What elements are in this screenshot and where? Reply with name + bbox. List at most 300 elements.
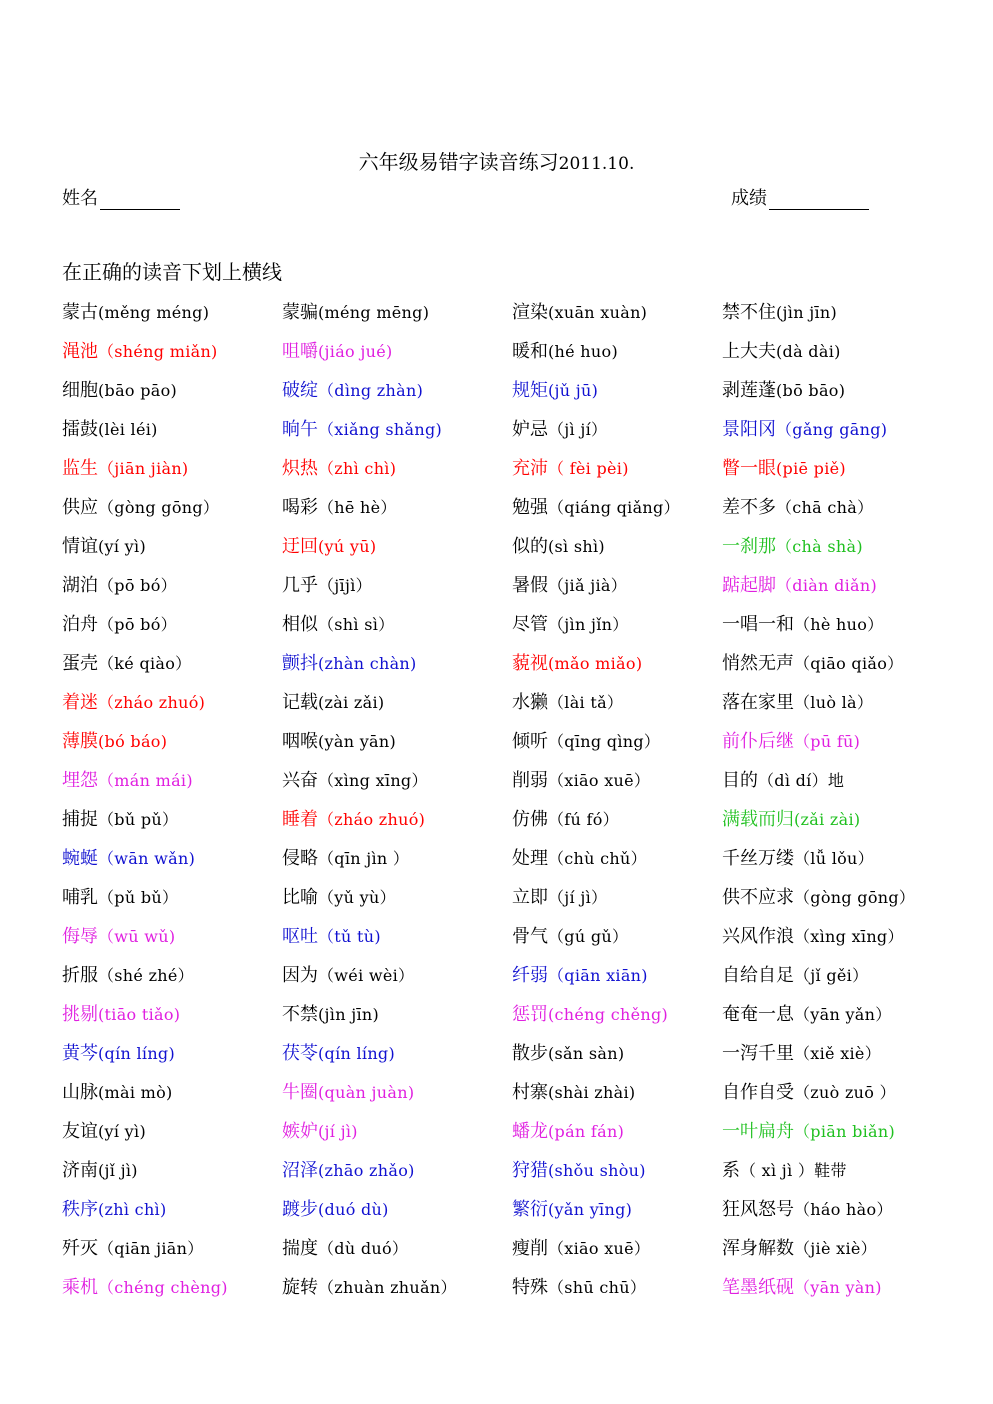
word-row [0, 1198, 993, 1237]
word-entry [722, 691, 873, 715]
entry-word: 供不应求 [722, 887, 794, 908]
entry-pinyin-options[interactable]: （tǔ tù) [318, 927, 381, 946]
entry-word: 着迷 [62, 692, 98, 713]
entry-pinyin-options[interactable]: （wān wǎn) [98, 849, 196, 868]
entry-word: 景阳冈 [722, 419, 776, 440]
entry-pinyin-options[interactable]: (mài mò) [98, 1083, 173, 1102]
entry-pinyin-options[interactable]: （qīn jìn ） [318, 849, 410, 868]
word-entry [282, 379, 423, 403]
entry-pinyin-options[interactable]: (bó báo) [98, 732, 168, 751]
word-entry [722, 613, 884, 637]
word-row [0, 496, 993, 535]
word-entry [62, 730, 167, 754]
entry-pinyin-options[interactable]: （dìng zhàn) [318, 381, 424, 400]
entry-word: 繁衍 [512, 1199, 548, 1220]
entry-word: 迂回 [282, 536, 318, 557]
name-label: 姓名 [62, 188, 98, 209]
word-entry [512, 418, 607, 442]
word-entry [62, 418, 158, 442]
word-entry [722, 301, 837, 325]
entry-pinyin-options[interactable]: （pǔ bǔ） [98, 888, 179, 907]
entry-word: 蒙古 [62, 302, 98, 323]
entry-pinyin-options[interactable]: (jìn jīn) [318, 1005, 380, 1024]
entry-pinyin-options[interactable]: (měng méng) [98, 303, 210, 322]
score-blank[interactable] [769, 189, 869, 210]
entry-word: 擂鼓 [62, 419, 98, 440]
entry-pinyin-options[interactable]: （chéng chèng) [98, 1278, 228, 1297]
word-entry [512, 886, 607, 910]
word-entry [282, 1237, 408, 1261]
word-entry [512, 1042, 624, 1066]
entry-word: 炽热 [282, 458, 318, 479]
word-entry [512, 1237, 650, 1261]
word-entry [512, 730, 660, 754]
entry-pinyin-options[interactable]: (duó dù) [318, 1200, 389, 1219]
entry-word: 埋怨 [62, 770, 98, 791]
entry-word: 牛圈 [282, 1082, 318, 1103]
entry-pinyin-options[interactable]: （yān yàn) [794, 1278, 882, 1297]
entry-pinyin-options[interactable]: （lài tǎ） [548, 693, 624, 712]
entry-word: 前仆后继 [722, 731, 794, 752]
word-entry [282, 496, 397, 520]
entry-pinyin-options[interactable]: (shài zhài) [548, 1083, 636, 1102]
entry-word: 喝彩 [282, 497, 318, 518]
entry-word: 兴风作浪 [722, 926, 794, 947]
entry-word: 特殊 [512, 1277, 548, 1298]
entry-pinyin-options[interactable]: （wéi wèi） [318, 966, 415, 985]
word-entry [722, 1042, 881, 1066]
entry-pinyin-options[interactable]: （xiāo xuē） [548, 771, 651, 790]
word-row [0, 379, 993, 418]
entry-pinyin-options[interactable]: （jiān jiàn) [98, 459, 189, 478]
entry-word: 哺乳 [62, 887, 98, 908]
word-row [0, 847, 993, 886]
entry-pinyin-options[interactable]: （gòng gōng） [98, 498, 220, 517]
word-entry [62, 691, 205, 715]
entry-word: 系 [722, 1160, 740, 1181]
entry-pinyin-options[interactable]: (sì shì) [548, 537, 605, 556]
entry-word: 嫉妒 [282, 1121, 318, 1142]
entry-pinyin-options[interactable]: （gǎng gāng) [776, 420, 888, 439]
entry-word: 咀嚼 [282, 341, 318, 362]
word-entry [62, 925, 175, 949]
word-row [0, 730, 993, 769]
entry-pinyin-options[interactable]: （jījì） [318, 576, 372, 595]
word-entry [62, 769, 193, 793]
entry-word: 倾听 [512, 731, 548, 752]
word-entry [722, 1120, 895, 1144]
score-label: 成绩 [731, 188, 767, 209]
word-entry [282, 418, 442, 442]
entry-pinyin-options[interactable]: （pō bó） [98, 576, 177, 595]
entry-word: 自作自受 [722, 1082, 794, 1103]
word-entry [722, 535, 863, 559]
entry-pinyin-options[interactable]: （hè huo） [794, 615, 884, 634]
entry-word: 咽喉 [282, 731, 318, 752]
word-entry [722, 1276, 882, 1300]
word-entry [722, 886, 915, 910]
word-entry [722, 769, 844, 793]
entry-word: 奄奄一息 [722, 1004, 794, 1025]
word-entry [722, 340, 841, 364]
entry-word: 蒙骗 [282, 302, 318, 323]
entry-pinyin-options[interactable]: （ fèi pèi) [548, 459, 629, 478]
entry-pinyin-options[interactable]: (tiāo tiǎo) [98, 1005, 181, 1024]
entry-pinyin-options[interactable]: （jì jí） [548, 420, 608, 439]
entry-word: 呕吐 [282, 926, 318, 947]
entry-word: 蛋壳 [62, 653, 98, 674]
entry-pinyin-options[interactable]: （chā chà） [776, 498, 874, 517]
entry-pinyin-options[interactable]: (bāo pāo) [98, 381, 178, 400]
word-entry [282, 1276, 457, 1300]
entry-pinyin-options[interactable]: (quàn juàn) [318, 1083, 415, 1102]
entry-word: 揣度 [282, 1238, 318, 1259]
word-entry [282, 691, 384, 715]
word-row [0, 340, 993, 379]
entry-word: 几乎 [282, 575, 318, 596]
entry-pinyin-options[interactable]: (shǒu shòu) [548, 1161, 646, 1180]
entry-pinyin-options[interactable]: （ xì jì ）鞋带 [740, 1161, 847, 1180]
entry-pinyin-options[interactable]: （dù duó） [318, 1239, 409, 1258]
word-entry [282, 535, 376, 559]
entry-pinyin-options[interactable]: (pán fán) [548, 1122, 625, 1141]
entry-word: 充沛 [512, 458, 548, 479]
word-entry [722, 730, 860, 754]
word-entry [62, 1081, 173, 1105]
entry-pinyin-options[interactable]: （bǔ pǔ） [98, 810, 179, 829]
entry-word: 一叶扁舟 [722, 1121, 794, 1142]
entry-pinyin-options[interactable]: (zài zǎi) [318, 693, 385, 712]
entry-word: 狂风怒号 [722, 1199, 794, 1220]
entry-word: 一泻千里 [722, 1043, 794, 1064]
word-entry [282, 925, 381, 949]
word-entry [512, 769, 650, 793]
word-entry [722, 457, 846, 481]
entry-pinyin-options[interactable]: (xuān xuàn) [548, 303, 648, 322]
entry-pinyin-options[interactable]: (hé huo) [548, 342, 618, 361]
word-row [0, 769, 993, 808]
word-entry [282, 301, 429, 325]
word-entry [62, 457, 188, 481]
entry-pinyin-options[interactable]: （qīng qìng） [548, 732, 661, 751]
word-entry [282, 808, 425, 832]
entry-word: 藐视 [512, 653, 548, 674]
entry-word: 自给自足 [722, 965, 794, 986]
entry-word: 晌午 [282, 419, 318, 440]
word-entry [512, 1198, 632, 1222]
entry-word: 村寨 [512, 1082, 548, 1103]
entry-pinyin-options[interactable]: （piān biǎn) [794, 1122, 896, 1141]
entry-pinyin-options[interactable]: （yān yǎn） [794, 1005, 892, 1024]
word-entry [512, 379, 598, 403]
entry-pinyin-options[interactable]: （yǔ yù） [318, 888, 396, 907]
entry-word: 旋转 [282, 1277, 318, 1298]
entry-word: 悄然无声 [722, 653, 794, 674]
word-entry [722, 1003, 892, 1027]
word-entry [512, 457, 629, 481]
entry-pinyin-options[interactable]: (zhàn chàn) [318, 654, 417, 673]
entry-word: 茯苓 [282, 1043, 318, 1064]
entry-word: 薄膜 [62, 731, 98, 752]
word-entry [282, 574, 372, 598]
entry-pinyin-options[interactable]: (bō bāo) [776, 381, 846, 400]
word-entry [282, 1042, 395, 1066]
entry-word: 乘机 [62, 1277, 98, 1298]
word-entry [282, 613, 394, 637]
word-entry [62, 1120, 146, 1144]
entry-pinyin-options[interactable]: （jí jì） [548, 888, 608, 907]
entry-word: 友谊 [62, 1121, 98, 1142]
entry-word: 禁不住 [722, 302, 776, 323]
entry-pinyin-options[interactable]: (yí yì) [98, 537, 146, 556]
word-entry [282, 847, 409, 871]
title-date: 2011.10. [558, 154, 635, 174]
entry-pinyin-options[interactable]: (zǎi zài) [794, 810, 861, 829]
entry-word: 供应 [62, 497, 98, 518]
word-entry [62, 340, 218, 364]
name-blank[interactable] [100, 189, 180, 210]
entry-pinyin-options[interactable]: (sǎn sàn) [548, 1044, 625, 1063]
entry-word: 踱步 [282, 1199, 318, 1220]
entry-pinyin-options[interactable]: （qiáng qiǎng） [548, 498, 680, 517]
word-entry [512, 340, 618, 364]
word-row [0, 1159, 993, 1198]
entry-word: 不禁 [282, 1004, 318, 1025]
word-entry [722, 574, 877, 598]
entry-word: 济南 [62, 1160, 98, 1181]
entry-pinyin-options[interactable]: (mǎo miǎo) [548, 654, 643, 673]
word-row [0, 886, 993, 925]
entry-word: 比喻 [282, 887, 318, 908]
entry-word: 上大夫 [722, 341, 776, 362]
entry-pinyin-options[interactable]: （shé zhé） [98, 966, 194, 985]
entry-pinyin-options[interactable]: （chà shà) [776, 537, 863, 556]
entry-word: 秩序 [62, 1199, 98, 1220]
word-row [0, 535, 993, 574]
word-entry [282, 730, 396, 754]
entry-pinyin-options[interactable]: （xiě xiè） [794, 1044, 882, 1063]
word-entry [512, 535, 605, 559]
word-entry [512, 847, 647, 871]
entry-word: 瞥一眼 [722, 458, 776, 479]
entry-pinyin-options[interactable]: (dà dài) [776, 342, 841, 361]
entry-pinyin-options[interactable]: (chéng chěng) [548, 1005, 669, 1024]
word-entry [722, 808, 860, 832]
entry-word: 破绽 [282, 380, 318, 401]
entry-pinyin-options[interactable]: (jǐ jì) [98, 1161, 138, 1180]
entry-pinyin-options[interactable]: （qiāo qiǎo） [794, 654, 904, 673]
word-entry [722, 652, 903, 676]
entry-pinyin-options[interactable]: （háo hào） [794, 1200, 893, 1219]
word-entry [282, 652, 417, 676]
entry-pinyin-options[interactable]: (lèi léi) [98, 420, 158, 439]
word-entry [512, 574, 627, 598]
entry-pinyin-options[interactable]: (jìn jīn) [776, 303, 838, 322]
entry-pinyin-options[interactable]: （qiān xiān) [548, 966, 648, 985]
entry-word: 监生 [62, 458, 98, 479]
entry-pinyin-options[interactable]: (jǔ jū) [548, 381, 599, 400]
entry-pinyin-options[interactable]: （hē hè） [318, 498, 397, 517]
word-row [0, 418, 993, 457]
entry-pinyin-options[interactable]: （shéng miǎn) [98, 342, 218, 361]
entry-pinyin-options[interactable]: （jǐ gěi） [794, 966, 869, 985]
entry-word: 蟠龙 [512, 1121, 548, 1142]
entry-pinyin-options[interactable]: (zhì chì) [98, 1200, 167, 1219]
entry-word: 泊舟 [62, 614, 98, 635]
entry-word: 因为 [282, 965, 318, 986]
entry-word: 歼灭 [62, 1238, 98, 1259]
entry-word: 仿佛 [512, 809, 548, 830]
entry-pinyin-options[interactable]: （zháo zhuó) [318, 810, 426, 829]
entry-pinyin-options[interactable]: (méng mēng) [318, 303, 430, 322]
entry-pinyin-options[interactable]: （diàn diǎn) [776, 576, 878, 595]
word-entry [722, 379, 845, 403]
entry-pinyin-options[interactable]: （jìn jǐn） [548, 615, 629, 634]
word-entry [62, 964, 194, 988]
entry-word: 处理 [512, 848, 548, 869]
word-entry [282, 1159, 415, 1183]
entry-word: 渑池 [62, 341, 98, 362]
word-entry [62, 886, 178, 910]
entry-word: 勉强 [512, 497, 548, 518]
entry-pinyin-options[interactable]: （chù chǔ） [548, 849, 647, 868]
word-entry [62, 1042, 175, 1066]
entry-pinyin-options[interactable]: (piē piě) [776, 459, 846, 478]
entry-word: 侮辱 [62, 926, 98, 947]
word-entry [722, 847, 874, 871]
title-text: 六年级易错字读音练习 [358, 150, 559, 174]
entry-pinyin-options[interactable]: （gòng gōng） [794, 888, 916, 907]
entry-pinyin-options[interactable]: （wū wǔ) [98, 927, 176, 946]
entry-pinyin-options[interactable]: （luò là） [794, 693, 874, 712]
word-row [0, 1237, 993, 1276]
entry-word: 一刹那 [722, 536, 776, 557]
entry-pinyin-options[interactable]: （jiǎ jià） [548, 576, 628, 595]
entry-pinyin-options[interactable]: （shū chū） [548, 1278, 647, 1297]
entry-word: 颤抖 [282, 653, 318, 674]
entry-word: 千丝万缕 [722, 848, 794, 869]
word-entry [512, 652, 642, 676]
word-row [0, 1120, 993, 1159]
entry-word: 骨气 [512, 926, 548, 947]
entry-word: 折服 [62, 965, 98, 986]
entry-pinyin-options[interactable]: （shì sì） [318, 615, 395, 634]
word-entry [62, 1237, 204, 1261]
entry-word: 兴奋 [282, 770, 318, 791]
entry-word: 记载 [282, 692, 318, 713]
entry-pinyin-options[interactable]: （zuò zuō ） [794, 1083, 896, 1102]
entry-pinyin-options[interactable]: （xìng xīng） [318, 771, 428, 790]
entry-pinyin-options[interactable]: （zhuàn zhuǎn） [318, 1278, 457, 1297]
entry-pinyin-options[interactable]: （xiǎng shǎng) [318, 420, 443, 439]
entry-pinyin-options[interactable]: （pū fū) [794, 732, 861, 751]
entry-pinyin-options[interactable]: （lǚ lǒu） [794, 849, 874, 868]
word-entry [512, 964, 648, 988]
word-entry [62, 1276, 228, 1300]
entry-word: 惩罚 [512, 1004, 548, 1025]
entry-pinyin-options[interactable]: （qiān jiān） [98, 1239, 204, 1258]
entry-word: 细胞 [62, 380, 98, 401]
entry-word: 笔墨纸砚 [722, 1277, 794, 1298]
entry-pinyin-options[interactable]: （zhì chì) [318, 459, 397, 478]
word-row [0, 1276, 993, 1315]
entry-word: 情谊 [62, 536, 98, 557]
entry-pinyin-options[interactable]: （xìng xīng） [794, 927, 904, 946]
entry-word: 暖和 [512, 341, 548, 362]
word-entry [722, 418, 887, 442]
entry-word: 暑假 [512, 575, 548, 596]
word-entry [282, 964, 414, 988]
entry-pinyin-options[interactable]: （zháo zhuó) [98, 693, 206, 712]
word-entry [62, 1198, 167, 1222]
word-entry [62, 1159, 138, 1183]
entry-word: 散步 [512, 1043, 548, 1064]
word-entry [722, 1237, 877, 1261]
entry-pinyin-options[interactable]: (yí yì) [98, 1122, 146, 1141]
word-entry [722, 496, 873, 520]
word-entry [512, 1159, 646, 1183]
entry-pinyin-options[interactable]: （jiè xiè） [794, 1239, 877, 1258]
entry-word: 妒忌 [512, 419, 548, 440]
entry-pinyin-options[interactable]: （fú fó） [548, 810, 619, 829]
entry-pinyin-options[interactable]: （dì dí）地 [758, 771, 845, 790]
entry-pinyin-options[interactable]: (yàn yān) [318, 732, 397, 751]
word-entry [512, 1276, 646, 1300]
entry-pinyin-options[interactable]: (yú yū) [318, 537, 377, 556]
entry-word: 浑身解数 [722, 1238, 794, 1259]
entry-pinyin-options[interactable]: (qín líng) [98, 1044, 176, 1063]
entry-word: 削弱 [512, 770, 548, 791]
word-row [0, 691, 993, 730]
word-entry [282, 340, 393, 364]
entry-pinyin-options[interactable]: （xiāo xuē） [548, 1239, 651, 1258]
word-entry [512, 1081, 635, 1105]
word-entry [62, 847, 195, 871]
entry-pinyin-options[interactable]: (zhāo zhǎo) [318, 1161, 415, 1180]
entry-pinyin-options[interactable]: （mán mái) [98, 771, 193, 790]
entry-word: 差不多 [722, 497, 776, 518]
entry-word: 挑剔 [62, 1004, 98, 1025]
entry-word: 踮起脚 [722, 575, 776, 596]
entry-word: 相似 [282, 614, 318, 635]
word-entry [722, 1081, 896, 1105]
entry-word: 瘦削 [512, 1238, 548, 1259]
entry-pinyin-options[interactable]: (jí jì) [318, 1122, 358, 1141]
name-field [62, 184, 180, 210]
word-row [0, 574, 993, 613]
word-row [0, 1081, 993, 1120]
word-entry [512, 1003, 668, 1027]
entry-word: 黄芩 [62, 1043, 98, 1064]
word-row [0, 301, 993, 340]
entry-pinyin-options[interactable]: （ké qiào） [98, 654, 192, 673]
word-row [0, 457, 993, 496]
entry-word: 山脉 [62, 1082, 98, 1103]
word-entry [722, 1159, 847, 1183]
entry-pinyin-options[interactable]: （pō bó） [98, 615, 177, 634]
entry-pinyin-options[interactable]: (qín líng) [318, 1044, 396, 1063]
entry-word: 湖泊 [62, 575, 98, 596]
entry-pinyin-options[interactable]: (jiáo jué) [318, 342, 393, 361]
entry-word: 立即 [512, 887, 548, 908]
entry-pinyin-options[interactable]: (yǎn yīng) [548, 1200, 633, 1219]
word-row [0, 925, 993, 964]
word-row [0, 613, 993, 652]
entry-pinyin-options[interactable]: （gú gǔ） [548, 927, 629, 946]
word-entry [512, 808, 619, 832]
word-entry [282, 1003, 379, 1027]
word-entry [282, 457, 396, 481]
